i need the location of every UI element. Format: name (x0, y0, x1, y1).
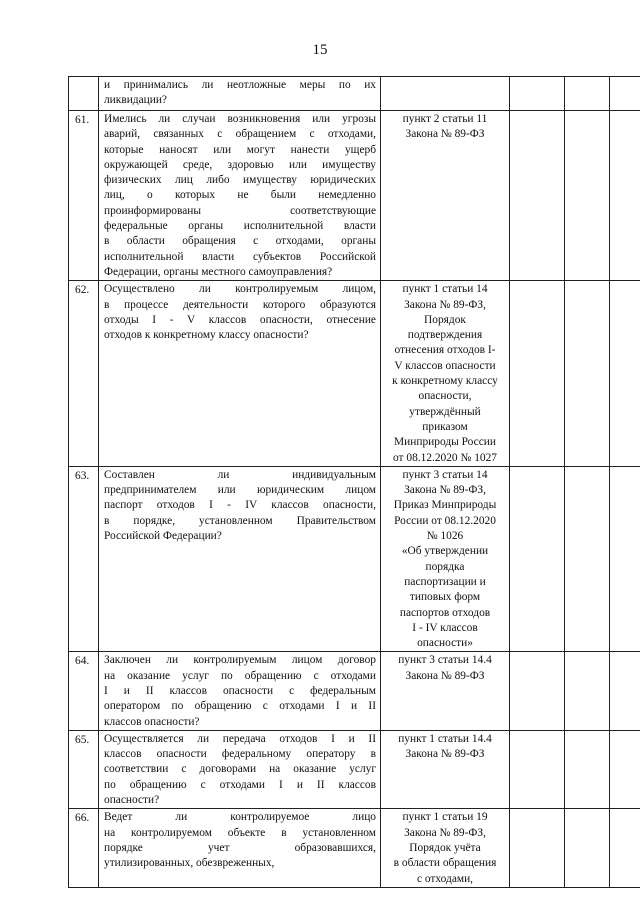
question-line: ликвидации? (104, 94, 167, 107)
question-line: оператором по обращению с отходами I и II (104, 700, 376, 713)
item-number: 62. (69, 281, 99, 467)
table-row (69, 652, 640, 730)
question-line: и принимались ли неотложные меры по их (104, 79, 376, 91)
legal-reference (381, 730, 510, 808)
reference-line: пункт 3 статьи 14.4 (398, 654, 492, 667)
question-line: паспорт отходов I - IV классов опасности, (104, 499, 376, 512)
reference-line: Порядок учёта (409, 841, 481, 854)
table-row (69, 77, 640, 111)
requirement-question (99, 111, 381, 281)
requirement-question (99, 809, 381, 887)
reference-line: приказом (422, 420, 468, 433)
question-line: на оказание услуг по обращению с отходами (104, 669, 376, 682)
reference-line: России от 08.12.2020 (394, 514, 496, 527)
table-row (69, 730, 640, 808)
reference-line: паспортов отходов (399, 606, 491, 619)
question-line: проинформированы соответствующие (104, 204, 376, 217)
answer-na-cell (610, 466, 640, 652)
question-line: Осуществляется ли передача отходов I и II (104, 732, 376, 745)
question-line: Составлен ли индивидуальным (104, 468, 376, 481)
question-line: в процессе деятельности которого образуются (104, 298, 376, 311)
question-line: на контролируемом объекте в установленном (104, 826, 376, 839)
question-line: в порядке, установленном Правительством (104, 514, 376, 527)
question-line: Осуществлено ли контролируемым лицом, (104, 283, 376, 296)
reference-line: от 08.12.2020 № 1027 (393, 451, 497, 464)
answer-no-cell (565, 730, 610, 808)
reference-line: V классов опасности (394, 359, 496, 372)
reference-line: в области обращения (393, 857, 497, 870)
reference-line: паспортизации и (404, 575, 486, 588)
answer-yes-cell (510, 652, 565, 730)
legal-reference (381, 281, 510, 467)
question-line: порядке учет образовавшихся, (104, 841, 376, 854)
reference-line: пункт 1 статьи 19 (402, 811, 488, 824)
reference-line: Приказ Минприроды (393, 499, 497, 512)
requirement-question (99, 730, 381, 808)
answer-no-cell (565, 652, 610, 730)
answer-yes-cell (510, 730, 565, 808)
checklist-rows (69, 77, 640, 888)
question-line: I и II классов опасности с федеральным (104, 684, 376, 697)
item-number: 61. (69, 111, 99, 281)
question-line: исполнительной власти субъектов Российской (104, 250, 376, 263)
answer-yes-cell (510, 111, 565, 281)
reference-line: Закона № 89-ФЗ (405, 669, 485, 682)
answer-na-cell (610, 111, 640, 281)
legal-reference (381, 809, 510, 887)
reference-line: «Об утверждении (401, 545, 489, 558)
item-number: 63. (69, 466, 99, 652)
question-line: Заключен ли контролируемым лицом договор (104, 654, 376, 667)
answer-no-cell (565, 466, 610, 652)
reference-line: № 1026 (426, 530, 464, 543)
answer-na-cell (610, 730, 640, 808)
question-line: в области обращения с отходами, органы (104, 235, 376, 248)
question-line: федеральные органы исполнительной власти (104, 220, 376, 233)
item-number: 64. (69, 652, 99, 730)
table-row (69, 111, 640, 281)
answer-yes-cell (510, 809, 565, 887)
page-number: 15 (312, 42, 328, 58)
legal-reference (381, 77, 510, 111)
reference-line: опасности» (417, 637, 473, 650)
question-line: лиц, о которых не были немедленно (104, 189, 376, 202)
question-line: предпринимателем или юридическим лицом (104, 484, 376, 497)
requirement-question (99, 466, 381, 652)
item-number: 65. (69, 730, 99, 808)
table-row (69, 809, 640, 887)
question-line: Федерации, органы местного самоуправления? (104, 265, 333, 278)
requirement-question (99, 281, 381, 467)
question-line: отходы I - V классов опасности, отнесение (104, 313, 376, 326)
reference-line: Закона № 89-ФЗ, (404, 298, 486, 311)
reference-line: Минприроды России (394, 436, 496, 449)
reference-line: отнесения отходов I- (394, 344, 496, 357)
question-line: которые наносят или могут нанести ущерб (104, 143, 376, 156)
reference-line: типовых форм (409, 591, 481, 604)
requirement-question (99, 77, 381, 111)
reference-line: порядка (425, 560, 465, 573)
reference-line: пункт 3 статьи 14 (402, 468, 488, 481)
question-line: опасности? (104, 794, 160, 807)
answer-no-cell (565, 281, 610, 467)
reference-line: пункт 1 статьи 14 (402, 283, 488, 296)
answer-na-cell (610, 652, 640, 730)
reference-line: подтверждения (407, 329, 483, 342)
question-line: Имелись ли случаи возникновения или угрозы (104, 113, 376, 125)
reference-line: Закона № 89-ФЗ (405, 128, 485, 141)
question-line: аварий, связанных с обращением с отходами, (104, 128, 376, 141)
question-line: утилизированных, обезвреженных, (104, 857, 275, 870)
answer-na-cell (610, 77, 640, 111)
reference-line: утверждённый (409, 405, 481, 418)
question-line: отходов к конкретному классу опасности? (104, 329, 309, 342)
answer-na-cell (610, 281, 640, 467)
reference-line: с отходами, (416, 872, 474, 885)
legal-reference (381, 652, 510, 730)
reference-line: к конкретному классу (392, 375, 498, 388)
reference-line: I - IV классов (412, 621, 478, 634)
question-line: Российской Федерации? (104, 530, 222, 543)
legal-reference (381, 466, 510, 652)
answer-yes-cell (510, 466, 565, 652)
question-line: классов опасности федеральному оператору в (104, 748, 376, 761)
reference-line: Закона № 89-ФЗ (405, 748, 485, 761)
reference-line: Порядок (424, 313, 466, 326)
question-line: окружающей среде, здоровью или имуществу (104, 158, 376, 171)
requirement-question (99, 652, 381, 730)
question-line: по обращению с отходами I и II классов (104, 778, 376, 791)
item-number (69, 77, 99, 111)
answer-no-cell (565, 111, 610, 281)
checklist-table (68, 76, 640, 888)
question-line: соответствии с договорами на оказание услуг (104, 763, 376, 776)
reference-line: опасности, (418, 390, 472, 403)
reference-line: Закона № 89-ФЗ, (404, 484, 486, 497)
answer-na-cell (610, 809, 640, 887)
answer-yes-cell (510, 77, 565, 111)
question-line: классов опасности? (104, 715, 200, 728)
answer-no-cell (565, 77, 610, 111)
answer-yes-cell (510, 281, 565, 467)
table-row (69, 281, 640, 467)
reference-line: пункт 1 статьи 14.4 (398, 732, 492, 745)
reference-line: пункт 2 статьи 11 (402, 113, 488, 125)
answer-no-cell (565, 809, 610, 887)
question-line: физических лиц либо имуществу юридических (104, 174, 376, 187)
question-line: Ведет ли контролируемое лицо (104, 811, 376, 824)
table-row (69, 466, 640, 652)
item-number: 66. (69, 809, 99, 887)
legal-reference (381, 111, 510, 281)
reference-line: Закона № 89-ФЗ, (404, 826, 486, 839)
